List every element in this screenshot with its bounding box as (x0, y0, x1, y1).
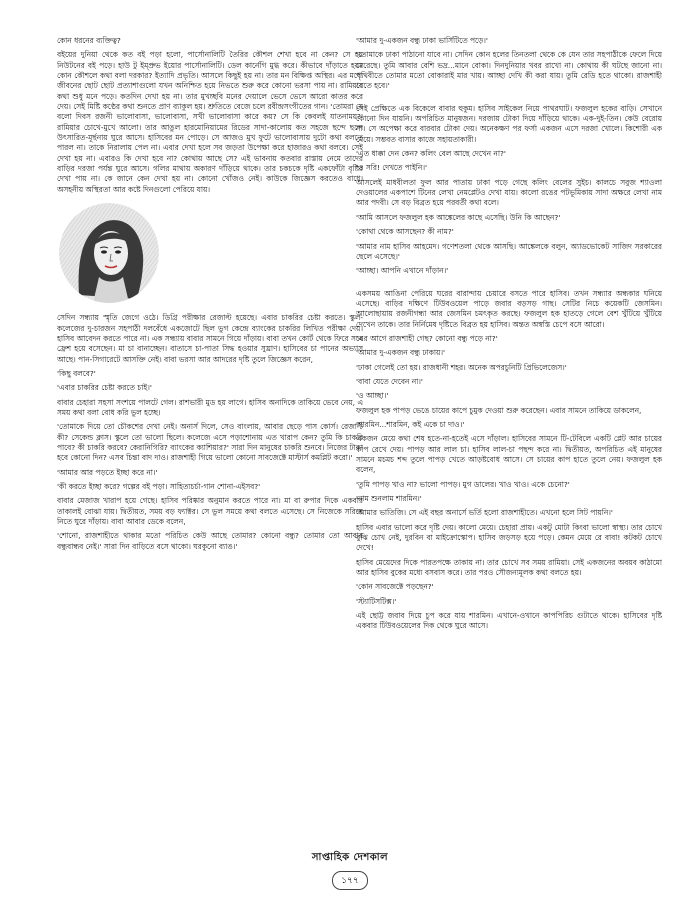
right-column (356, 36, 662, 846)
paragraph: সেই প্রেক্ষিতে এক বিকেলে বাবার হুকুম। হাসিব সাইকেল নিয়ে পাথরঘাট। ফজলুল হকের বাড়ি। সেখানে কোনো দিন যায়নি। অপরিচিত মানুষজন। দরজায় টোকা দিয়ে দাঁড়িয়ে থাকে। এক-দুই-তিন। কেউ বেরোয় না। সে অপেক্ষা করে বারবার টোকা দেয়। অনেকক্ষণ পর ফর্সা একজন এসে দরজা খোলে। কিশোরী এক মেয়ে। সম্ভবত বাসার কাজে সহায়তাকারী। (356, 103, 662, 144)
page-number-badge (0, 868, 700, 890)
paragraph: বাবার চেহারা সহসা সংশয়ে পালটে গেল। রাশভারী মুড হয় লাগে। হাসিব অনাদিকে তাকিয়ে ভেবে নেয়, এ সময় কথা বলা বোধ করি ভুল হচ্ছে। (57, 397, 363, 417)
paragraph: 'বাবা যেতে দেবেন না।' (356, 376, 423, 386)
paragraph: হাসিব মেয়েদের দিকে পারতপক্ষে তাকায় না। তার চোখে সব সময় রামিয়া। সেই একজনের অবয়ব কাঠামো আর হাসিব বুকের মধ্যে বসবাস করে। তার পরও সৌজন্যমূলক কথা বলতে হয়। (356, 557, 662, 578)
paragraph: 'আমার ভাতিজি। সে এই বছর অনার্সে ভর্তি হলো রাজশাহীতে। এখনো হলে সিট পায়নি।' (356, 508, 613, 518)
paragraph: কোন ধরনের ব্যক্তিত্ব? (57, 36, 121, 45)
paragraph: এই ছোট্ট জবাব দিয়ে চুপ করে যায় শারমিন। এখানে-ওখানে কাপপিরিচ গুটাতে থাকে। হাসিবের দৃষ্টি একবার টিউবওয়েলের দিক থেকে ঘুরে আসে। (356, 611, 662, 631)
paragraph: 'আমার আর পড়তে ইচ্ছা করে না।' (57, 467, 158, 477)
left-text-before-image (57, 36, 363, 195)
paragraph: 'শোনো, রাজশাহীতে থাকার মতো পরিচিত কেউ আছে তোমার? কোনো বন্ধু? তোমার তো আবার বন্ধুবান্ধব নেই।' সারা দিন বাড়িতে বসে থাকো। ঘরকুনো ব্যাঙ।' (57, 531, 363, 551)
right-section-3 (356, 289, 662, 632)
paragraph: 'ও সরি! দেখতে পাইনি।' (356, 163, 427, 173)
left-column (57, 36, 363, 846)
paragraph: 'তুমি পাপড় খাও না? ভালো পাপড়। মুগ ডালের। খাও খাও। একে চেনো?' (356, 479, 570, 489)
paragraph: একসময় আঙিনা পেরিয়ে ঘরের বারান্দায় চেয়ারে বসতে পারে হাসিব। তখন সন্ধ্যার অন্ধকার ঘনিয়ে এসেছে। বাড়ির দক্ষিণে টিউবওয়েল পাড়ে জবার বড়সড় গাছ। সেটির নিচে কয়েকটি জেসমিন। আলোছায়ায় রজনীগন্ধা আর জেসমিন চমৎকৃত করছে। ফজলুল হক হাতড়ে গেলে বেশ খুঁটিয়ে খুঁটিয়ে দেখেন তাকে। তার নির্নিমেষ দৃষ্টিতে বিব্রত হয় হাসিব। অন্তত অস্বস্তি চেপে বসে আরো। (356, 288, 662, 329)
magazine-title: সাপ্তাহিক দেশকাল (311, 852, 389, 863)
left-text-after-image (57, 313, 363, 552)
paragraph: 'তোমাকে দিয়ে তো চৌকশের দেখা নেই। অনার্স দিলে, সেও বাংলায়, আবার ছেড়ে পাস কোর্স। রেজাল্ট কী? সেকেন্ড ক্লাস। স্কুলে তো ভালো ছিলে। কলেজে এসে পড়াশোনায় এত খারাপ কেন? তুমি কি চাকরি পাবে? কী চাকরি করবে? কেরানিগিরি? ব্যাংকের ক্যাশিয়ার?' সারা দিন মানুষের চাকরি শুনবে। নিজের টাকা হবে কোনো দিন? এসব চিন্তা বাদ দাও। রাজশাহী গিয়ে ভালো কোনো সাবজেক্টে মাস্টার্স কমপ্লিট করো।' (57, 422, 363, 463)
paragraph: আসলেই মাধবীলতা ফুল আর পাতায় ঢাকা পড়ে গেছে কলিং বেলের সুইচ। কালচে সবুজ শ্যাওলা দেওয়ালের একপাশে টিনের লেখা নেমপ্লেটও দেখা যায়। কালো রঙের পটভূমিকায় সাদা অক্ষরে লেখা নাম আর পদবী। সে বড় বিব্রত হয়ে পরবর্তী কথা বলে। (356, 177, 662, 208)
paragraph: 'ও আচ্ছা।' (356, 391, 389, 401)
right-section-1 (356, 36, 662, 92)
paragraph: 'স্ট্যাটিসটিক্স।' (356, 596, 397, 606)
paragraph: 'আমার নাম হাসিব আহমেদ। গণেশতলা থেকে আসছি। আঙ্কেলকে বলুন, অ্যাডভোকেট সাজিদ সরকারের ছেলে এসেছে।' (356, 241, 662, 261)
page-number: ১৭৭ (332, 871, 368, 890)
paragraph: 'কোথা থেকে আসছেন? কী নাম?' (356, 227, 454, 237)
paragraph: 'এবার চাকরির চেষ্টা করতে চাই।' (57, 383, 152, 393)
paragraph: 'আমার দু-একজন বন্ধু ঢাকায়।' (356, 348, 446, 358)
paragraph: 'এর আগে রাজশাহী গেছ? কোনো বন্ধু পড়ে না?' (356, 333, 498, 343)
paragraph: 'শারমিন...শারমিন, কই একে চা দাও।' (356, 419, 465, 429)
paragraph: 'এত ধাক্কা দেন কেন? কলিং বেল আছে দেখেন না?' (356, 149, 506, 159)
paragraph: 'কিছু বলবে?' (57, 368, 96, 378)
paragraph: ফজলুল হক পাপড় ভেঙে চায়ের কাপে চুমুক দেওয়া শুরু করেছেন। এবার সামনে তাকিয়ে ডাকলেন, (356, 405, 642, 415)
paragraph: বইয়ের দুনিয়া থেকে কত বই পড়া হলো, পার্সোনালিটি তৈরির কৌশল শেখা হবে না কেন? সে হয় নিউটনের বই পড়ে। হাউ টু ইম্প্রুভ ইয়োর পার্সোনালিটি। ডেল কার্নেগি মুগ্ধ করে। কীভাবে দাঁড়াতে হয়? কোন কৌশলে কথা বলা দরকার? ইত্যাদি প্রভৃতি। আসলে কিছুই হয় না। তার মন বিক্ষিপ্ত অস্থির। এর মধ্যে জীবনের ছোট ছোট প্রত্যাশাগুলো যখন অনিশ্চিত হয়ে নিভতে শুরু করে কোনো ভরসা পায় না। রামিয়ার কথা শুধু মনে পড়ে। কতদিন দেখা হয় না। তার মুখচ্ছবি মনের দেয়ালে ভেসে ভেসে আরো কাতর করে দেয়। সেই মিষ্টি কণ্ঠের কথা শুনতে প্রাণ ব্যাকুল হয়। শ্রুতিতে বেজে চলে রবীন্দ্রসংগীতের গান। 'তোমরা যে বলো দিবস রজনী ভালোবাসা, ভালোবাসা, সখী ভালোবাসা কারে কয়? সে কি কেবলই যাতনাময়?' রামিয়ার চোখে-মুখে আলো। তার আঙুল হারমোনিয়ামের রিডের সাদা-কালোয় কত সহজে ছন্দে ছন্দে উৎসারিত-মূর্ছনায় ঘুরে আসে। হাসিবের মন পোড়ে। সে আজও মুখ ফুটে ভালোবাসায় দুটো কথা বলতে পারল না। তাকে নিরালায় পেল না। এবার দেখা হলে সব জড়তা উপেক্ষা করে হাজারও কথা বলবে। সেই দেখা হয় না। এবারও কি দেখা হবে না? কোথায় আছে সে? এই ভাবনায় কতবার রাস্তায় নেমে তাদের বাড়ির দরজা পর্যন্ত ঘুরে আসে। গলির মাথায় অকারণ দাঁড়িয়ে থাকে। তার চকচকে দৃষ্টি একফোঁটা বৃষ্টির দেখা পায় না। কে জানে কেন দেখা হয় না। কোনো খোঁজও নেই। কাউকে জিজ্ঞেস করতেও বাধে। অসহনীয় অস্থিরতা আর কষ্টে দিনগুলো পেরিয়ে যায়। (57, 50, 363, 194)
paragraph: সেদিন সন্ধ্যায় স্মৃতি জেগে ওঠে। ডিগ্রি পরীক্ষার রেজাল্ট হয়েছে। এবার চাকরির চেষ্টা করতে। স্কুল-কলেজের দু-চারজন সহপাঠী দলবেঁধে একজোটে ছিল ভুগ কেন্দ্রে ব্যাংকের চাকরির লিখিত পরীক্ষা দেয়। হাসিব আবেদন করতে পারে না। এক সন্ধ্যায় বাবার সামনে গিয়ে দাঁড়ায়। বাবা তখন কোর্ট থেকে ফিরে সবে ফ্রেশ হয়ে বসেছেন। মা চা বানাচ্ছেন। বাতাসে চা-পাতা সিদ্ধ হওয়ার সুঘ্রাণ। হাসিবের চা পানের অভ্যাস আছে। পান-সিগারেটে আসক্তি নেই। বাবা ভরসা আর আদরের দৃষ্টি তুলে জিজ্ঞেস করেন, (57, 313, 363, 364)
paragraph: 'নাম শুনলাম শারমিন।' (356, 494, 422, 504)
paragraph: হাসিব এবার ভালো করে দৃষ্টি দেয়। কালো মেয়ে। চেহারা প্রায়। একটু মোটা কিংবা ভালো স্বাস্থ্য। তার চোখে বুঝি চোখ নেই, দুরবিন বা মাইক্রোস্কোপ। হাসিব জড়সড় হয়ে পড়ে। কেমন মেয়ে রে বাবা! কটকট চোখে দেখে! (356, 522, 662, 553)
paragraph: 'কী করতে ইচ্ছা করে? গল্পের বই পড়া। সাহিত্যচর্চা-গান শোনা-এইসব?' (57, 481, 261, 491)
woman-portrait-sketch-icon (59, 203, 159, 303)
paragraph: একজন মেয়ে কথা শেষ হতে-না-হতেই এসে দাঁড়াল। হাসিবের সামনে টি-টেবিলে একটি প্লেট আর চায়ের কাপ রেখে দেয়। পাপড় আর লাল চা। হাসিব লাল-চা পছন্দ করে না। দ্বিতীয়ত, অপরিচিত এই মানুষের সামনে মচমচ শব্দ তুলে পাপড় খেতে আড়ষ্টবোধ আসে। সে চায়ের কাপ হাতে তুলে নেয়। ফজলুল হক বলেন, (356, 434, 662, 475)
paragraph: 'তোমাকে ঢাকা পাঠানো যাবে না। সেদিন কোন হলের তিনতলা থেকে কে যেন তার সহপাঠীকে ফেলে দিয়ে মেরেছে। তুমি আবার বেশি ভদ্র...মানে বোকা। দিনদুনিয়ার খবর রাখো না। কোথায় কী ঘটছে জানো না। পৃথিবীতে তোমার মতো বোকারাই মার খায়। আচ্ছা দেখি কী করা যায়। তুমি রেডি হতে থাকো। রাজশাহী যেতে হবে।' (356, 50, 662, 91)
paragraph: 'আমি আসলে ফজলুল হক আঙ্কেলের কাছে এসেছি। উনি কি আছেন?' (356, 212, 561, 222)
paragraph: 'আমার দু-একজন বন্ধু ঢাকা ভার্সিটিতে পড়ে।' (356, 36, 488, 45)
right-section-2 (356, 104, 662, 277)
paragraph: 'কোন সাবজেক্টে পড়ছেন?' (356, 582, 434, 592)
paragraph: 'ঢাকা গেলেই তো হয়। রাজধানী শহর। অনেক অপরচুনিটি প্রিভিলেজেস।' (356, 362, 567, 372)
paragraph: 'আচ্ছা। আপনি এখানে দাঁড়ান।' (356, 266, 449, 276)
paragraph: বাবার মেজাজ খারাপ হয়ে গেছে। হাসিব পরিষ্কার অনুমান করতে পারে না। মা বা রুপার দিকে একবার তাকালই বোঝা যায়। দ্বিতীয়ত, সময় বড় ফ্যাক্টর। সে ভুল সময়ে কথা বলতে এসেছে। সে নিজেকে সরিয়ে নিতে ঘুরে দাঁড়ায়। বাবা আবার ডেকে বলেন, (57, 496, 363, 526)
